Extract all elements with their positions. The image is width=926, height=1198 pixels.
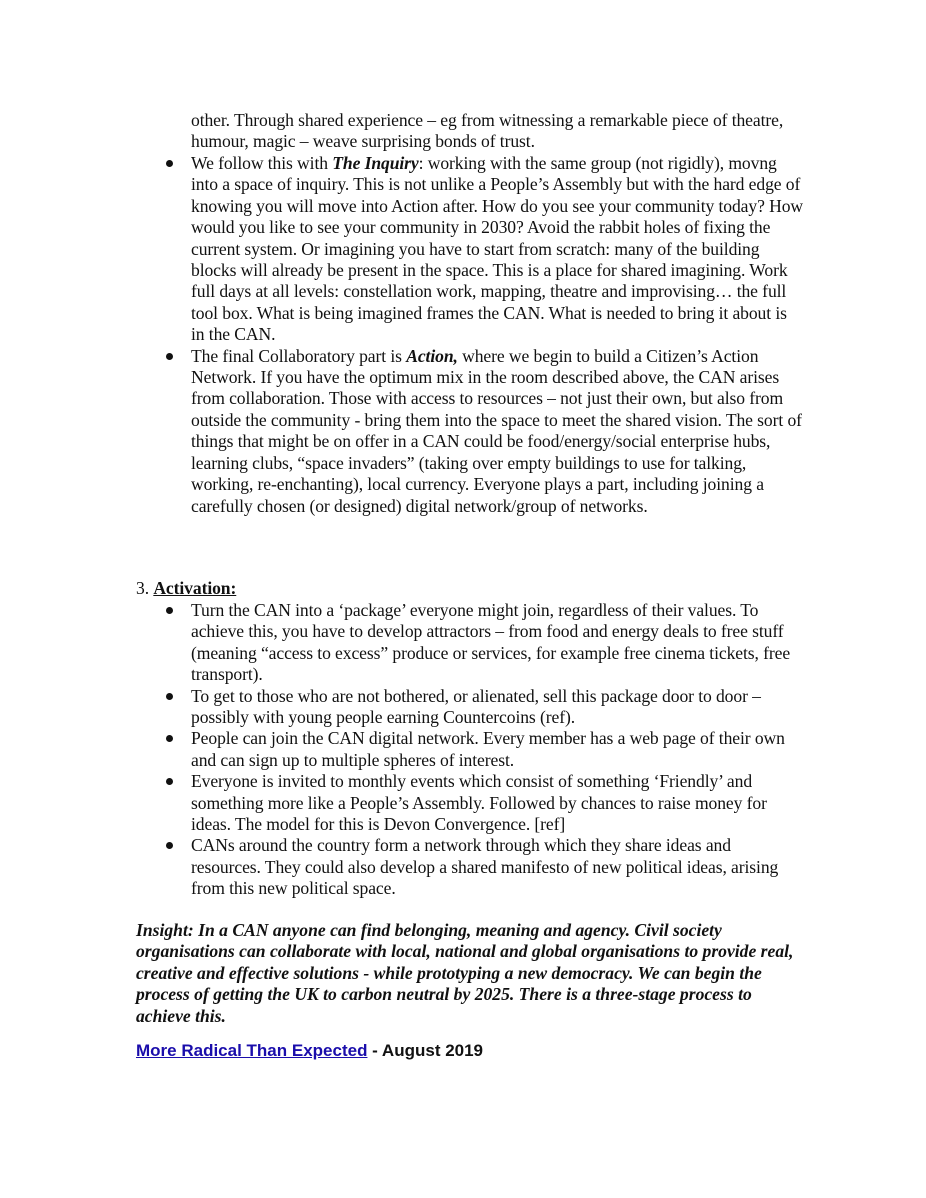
insight-paragraph: Insight: In a CAN anyone can find belonging, meaning and agency. Civil society organisations can collaborate with local, national and global organisations to provide real, creative and effective solutions - while prototyping a new democracy. We can begin the process of getting the UK to carbon neutral by 2025. There is a three-stage process to achieve this. <box>136 920 794 1026</box>
bullet-icon <box>166 160 173 167</box>
bullet-text: where we begin to build a Citizen’s Action Network. If you have the optimum mix in the room described above, the CAN arises from collaboration. Those with access to resources – not just their own, but also from outside the community - bring them into the space to meet the shared vision. The sort of things that might be on offer in a CAN could be food/energy/social enterprise hubs, learning clubs, “space invaders” (taking over empty buildings to use for talking, working, re-enchanting), local currency. Everyone plays a part, including joining a carefully chosen (or designed) digital network/group of networks. <box>191 345 802 516</box>
section-heading <box>136 578 236 599</box>
source-footer <box>136 1041 483 1061</box>
list-item <box>164 153 804 346</box>
list-item <box>164 346 804 517</box>
bullet-text: To get to those who are not bothered, or alienated, sell this package door to door – possibly with young people earning Countercoins (ref). <box>191 685 761 728</box>
section-number: 3. <box>136 578 149 598</box>
source-date: - August 2019 <box>367 1041 484 1060</box>
bullet-text: Everyone is invited to monthly events which consist of something ‘Friendly’ and something more like a People’s Assembly. Followed by chances to raise money for ideas. The model for this is Devon Convergence. [ref] <box>191 771 767 835</box>
list-item <box>164 686 804 729</box>
bullet-text: Turn the CAN into a ‘package’ everyone might join, regardless of their values. To achieve this, you have to develop attractors – from food and energy deals to free stuff (meaning “access to excess” produce or services, for example free cinema tickets, free transport). <box>191 600 791 685</box>
bullet-text: CANs around the country form a network through which they share ideas and resources. They could also develop a shared manifesto of new political ideas, arising from this new political space. <box>191 835 779 899</box>
bullet-icon <box>166 842 173 849</box>
bullet-text: The final Collaboratory part is <box>191 345 407 366</box>
bullet-text: We follow this with <box>191 153 333 173</box>
list-item <box>164 600 804 686</box>
list-item <box>164 835 804 899</box>
bullet-text: : working with the same group (not rigidly), movng into a space of inquiry. This is not unlike a People’s Assembly but with the hard edge of knowing you will move into Action after. How do you see your community today? How would you like to see your community in 2030? Avoid the rabbit holes of fixing the current system. Or imagining you have to start from scratch: many of the building blocks will already be present in the space. This is a place for shared imagining. Work full days at all levels: constellation work, mapping, theatre and improvising… the full tool box. What is being imagined frames the CAN. What is needed to bring it about is in the CAN. <box>191 153 803 345</box>
bullet-icon <box>166 735 173 742</box>
list-item <box>164 771 804 835</box>
bullet-icon <box>166 778 173 785</box>
bullet-text: People can join the CAN digital network. Every member has a web page of their own and can sign up to multiple spheres of interest. <box>191 728 785 770</box>
section-title: Activation: <box>153 578 237 598</box>
activation-list <box>164 600 804 900</box>
source-link[interactable]: More Radical Than Expected <box>136 1041 368 1060</box>
list-item <box>164 728 804 771</box>
emphasis-inquiry: The Inquiry <box>332 153 419 173</box>
collaboratory-list <box>164 153 804 517</box>
continuation-paragraph: other. Through shared experience – eg from witnessing a remarkable piece of theatre, humour, magic – weave surprising bonds of trust. <box>191 110 784 152</box>
bullet-icon <box>166 693 173 700</box>
bullet-icon <box>166 353 173 360</box>
bullet-icon <box>166 607 173 614</box>
emphasis-action: Action, <box>406 345 458 366</box>
